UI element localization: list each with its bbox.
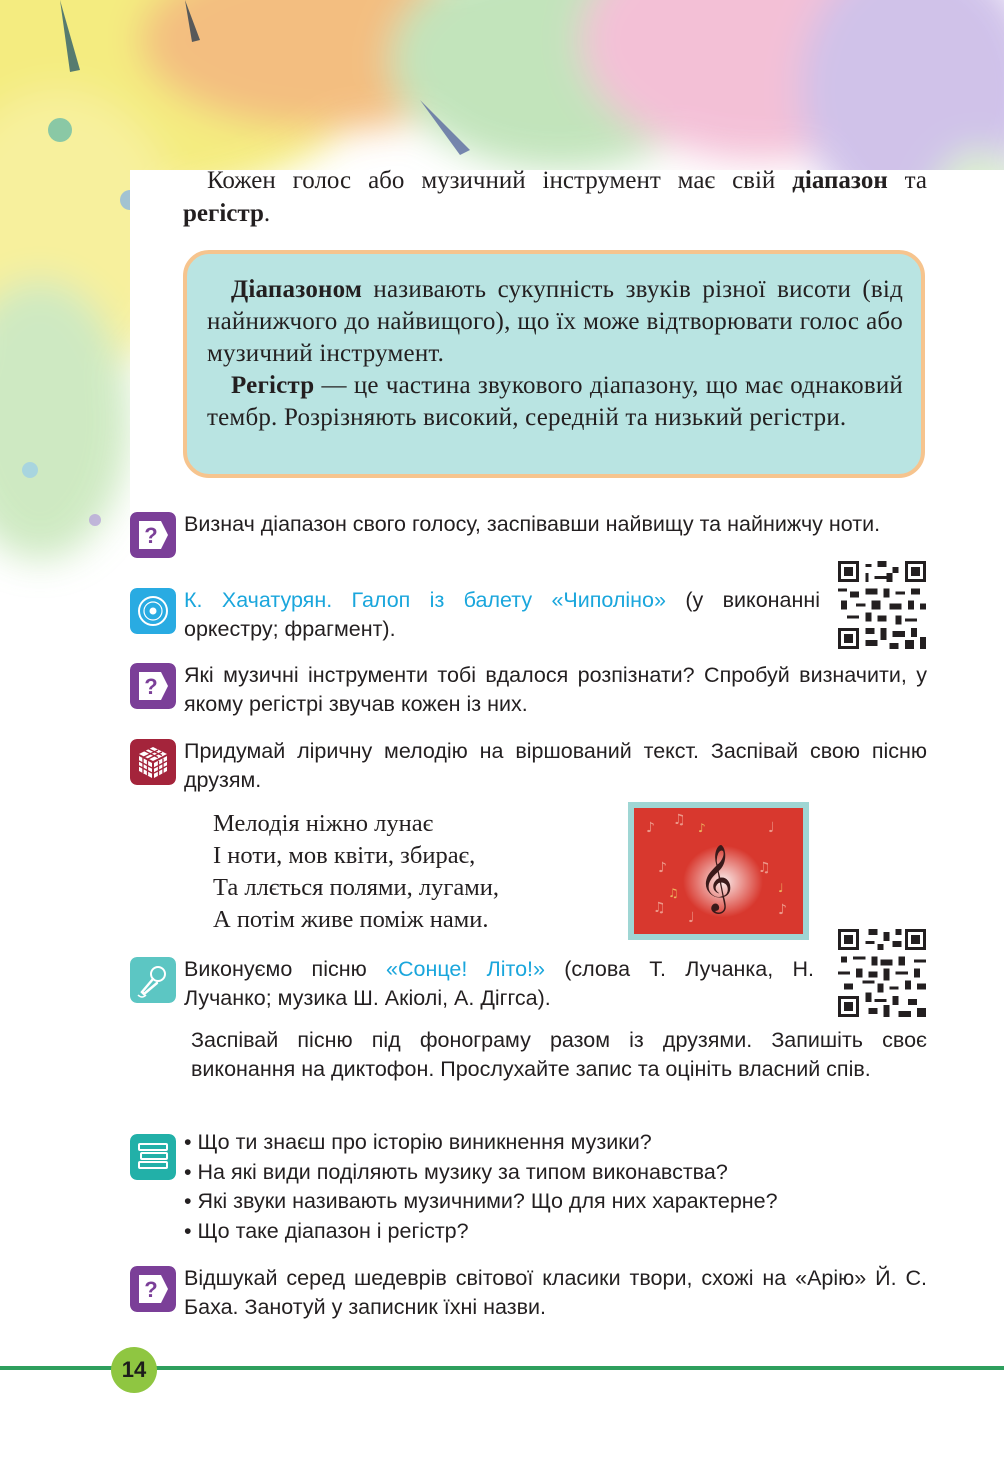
question-icon <box>130 663 176 709</box>
svg-text:𝄞: 𝄞 <box>698 843 734 911</box>
qr-code-icon[interactable] <box>838 929 926 1017</box>
intro-text: Кожен голос або музичний інструмент має свій <box>207 167 793 194</box>
svg-text:♩: ♩ <box>768 820 775 836</box>
treble-clef-image <box>628 802 809 940</box>
review-question: • Які звуки називають музичними? Що для них характерне? <box>184 1189 778 1213</box>
svg-text:?: ? <box>144 674 158 699</box>
task-question-bach <box>130 1264 927 1324</box>
task-text: Визнач діапазон свого голосу, заспівавши найвищу та найнижчу ноти. <box>184 512 881 536</box>
svg-text:♫: ♫ <box>673 812 686 828</box>
intro-text: та <box>887 167 927 194</box>
task-text: Відшукай серед шедеврів світової класики твори, схожі на «Арію» Й. С. Баха. Занотуй у записник їхні назви. <box>184 1266 927 1319</box>
svg-text:♩: ♩ <box>778 881 784 895</box>
sing-text <box>184 955 814 1013</box>
svg-text:♫: ♫ <box>668 886 679 900</box>
range-definition <box>207 274 903 370</box>
review-question: • На які види поділяють музику за типом виконавства? <box>184 1159 728 1184</box>
svg-text:♩: ♩ <box>688 910 695 926</box>
term-register: регістр <box>183 200 264 227</box>
poem-line: Та ллється полями, лугами, <box>213 874 500 901</box>
microphone-icon <box>130 957 176 1003</box>
poem-line: І ноти, мов квіти, збирає, <box>213 842 476 869</box>
svg-text:♪: ♪ <box>778 902 787 918</box>
definition-box <box>183 250 925 478</box>
sing-text-b: (слова Т. Лучанка, Н. Лучанко; музика Ш. Акіолі, А. Діггса). <box>184 957 814 1010</box>
task-question-voice-range <box>130 510 927 570</box>
intro-text: . <box>263 200 271 227</box>
poem-line: Мелодія ніжно лунає <box>213 810 434 837</box>
task-text: Які музичні інструменти тобі вдалося розпізнати? Спробуй визначити, у якому регістрі звучав кожен із них. <box>184 663 927 716</box>
review-question: • Що таке діапазон і регістр? <box>184 1218 469 1243</box>
register-text: — це частина звукового діапазону, що має однаковий тембр. Розрізняють високий, середній та низький регістри. <box>207 372 903 431</box>
term-range: діапазон <box>792 167 888 194</box>
svg-text:♪: ♪ <box>658 860 667 876</box>
review-question: • Що ти знаєш про історію виникнення музики? <box>184 1130 652 1154</box>
svg-text:?: ? <box>144 523 158 548</box>
sing-text-a: Виконуємо пісню <box>184 957 386 981</box>
listen-rest: (у виконанні оркестру; фрагмент). <box>184 588 821 641</box>
review-questions <box>184 1128 778 1246</box>
range-text: називають сукупність звуків різної висоти (від найнижчого до найвищого), що їх може відтворювати голос або музичний інструмент. <box>207 276 903 367</box>
page-number: 14 <box>111 1347 157 1393</box>
svg-text:♫: ♫ <box>758 860 771 876</box>
sing-instruction: Заспівай пісню під фонограму разом із друзями. Запишіть своє виконання на диктофон. Прослухайте запис та оцініть власний спів. <box>191 1028 927 1081</box>
song-link[interactable]: «Сонце! Літо!» <box>386 957 545 981</box>
poem-line: А потім живе поміж нами. <box>213 906 489 933</box>
task-sing-song <box>130 955 814 1015</box>
task-create-melody <box>130 737 927 797</box>
intro-paragraph <box>183 164 927 230</box>
listen-link[interactable]: К. Хачатурян. Галоп із балету «Чиполіно» <box>184 588 666 612</box>
disc-icon <box>130 588 176 634</box>
poem <box>213 808 499 936</box>
question-icon <box>130 1266 176 1312</box>
svg-text:♪: ♪ <box>698 821 706 835</box>
task-text: Придумай ліричну мелодію на віршований текст. Заспівай свою пісню друзям. <box>184 739 927 792</box>
task-listen <box>130 586 820 646</box>
svg-text:♫: ♫ <box>653 900 666 916</box>
range-term: Діапазоном <box>231 276 363 303</box>
svg-text:♪: ♪ <box>646 820 655 836</box>
rubik-cube-icon <box>130 739 176 785</box>
qr-code-icon[interactable] <box>838 561 926 649</box>
svg-text:?: ? <box>144 1277 158 1302</box>
task-question-instruments <box>130 661 927 721</box>
listen-text <box>184 586 820 644</box>
books-icon <box>130 1134 176 1180</box>
register-term: Регістр <box>231 372 315 399</box>
register-definition <box>207 370 903 434</box>
question-icon <box>130 512 176 558</box>
